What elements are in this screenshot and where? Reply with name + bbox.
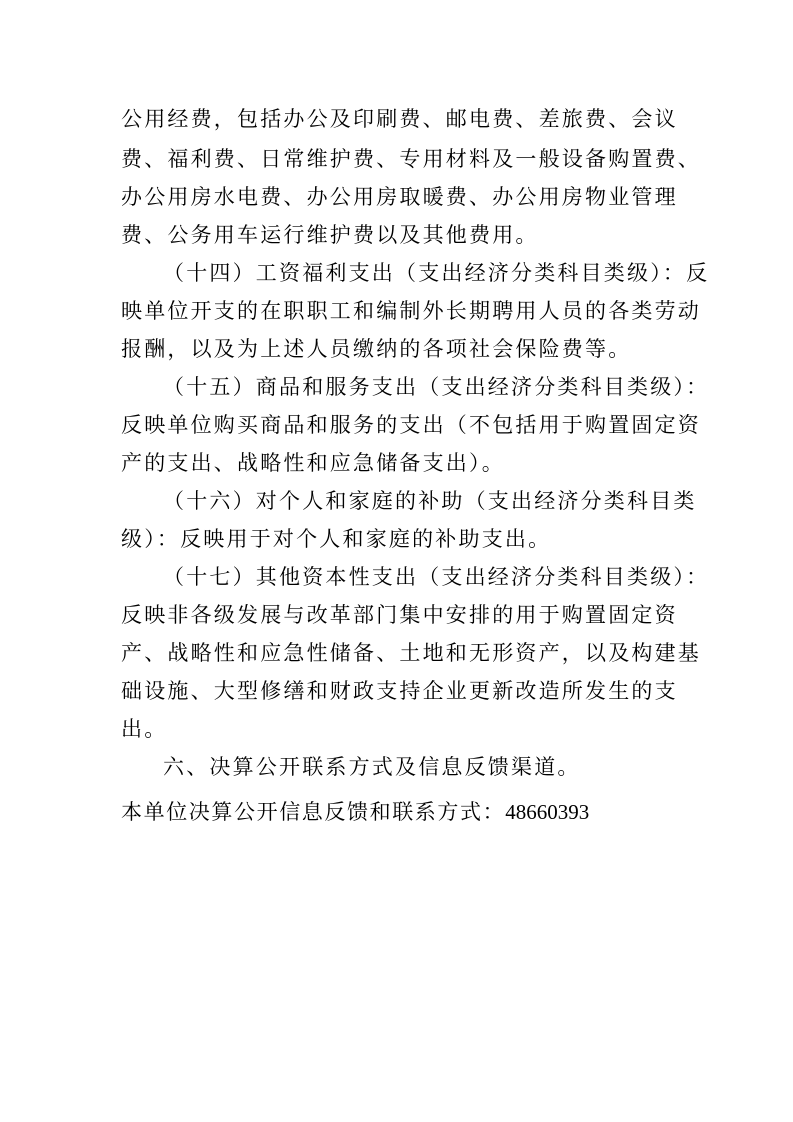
text-line: （十六）对个人和家庭的补助（支出经济分类科目类 — [163, 489, 697, 513]
text-line: 映单位开支的在职职工和编制外长期聘用人员的各类劳动 — [121, 299, 701, 323]
text-line: 产、战略性和应急性储备、土地和无形资产，以及构建基 — [121, 641, 701, 665]
contact-line — [121, 797, 589, 827]
text-line: 反映单位购买商品和服务的支出（不包括用于购置固定资 — [121, 413, 701, 437]
contact-label: 本单位决算公开信息反馈和联系方式： — [121, 800, 506, 824]
text-line: 公用经费，包括办公及印刷费、邮电费、差旅费、会议 — [121, 107, 678, 131]
text-line: 费、公务用车运行维护费以及其他费用。 — [121, 223, 539, 247]
text-line: （十四）工资福利支出（支出经济分类科目类级）：反 — [163, 261, 710, 285]
text-line: 报酬，以及为上述人员缴纳的各项社会保险费等。 — [121, 337, 632, 361]
text-line: 级）：反映用于对个人和家庭的补助支出。 — [121, 527, 552, 551]
text-line: （十七）其他资本性支出（支出经济分类科目类级）： — [163, 565, 710, 589]
text-line: （十五）商品和服务支出（支出经济分类科目类级）： — [163, 375, 710, 399]
contact-number: 48660393 — [505, 800, 590, 824]
text-line: 反映非各级发展与改革部门集中安排的用于购置固定资 — [121, 603, 678, 627]
text-line: 产的支出、战略性和应急储备支出）。 — [121, 451, 505, 475]
text-line: 出。 — [121, 717, 168, 741]
section-heading: 六、决算公开联系方式及信息反馈渠道。 — [163, 755, 581, 779]
text-line: 础设施、大型修缮和财政支持企业更新改造所发生的支 — [121, 679, 678, 703]
text-line: 费、福利费、日常维护费、专用材料及一般设备购置费、 — [121, 147, 701, 171]
text-line: 办公用房水电费、办公用房取暖费、办公用房物业管理 — [121, 185, 678, 209]
